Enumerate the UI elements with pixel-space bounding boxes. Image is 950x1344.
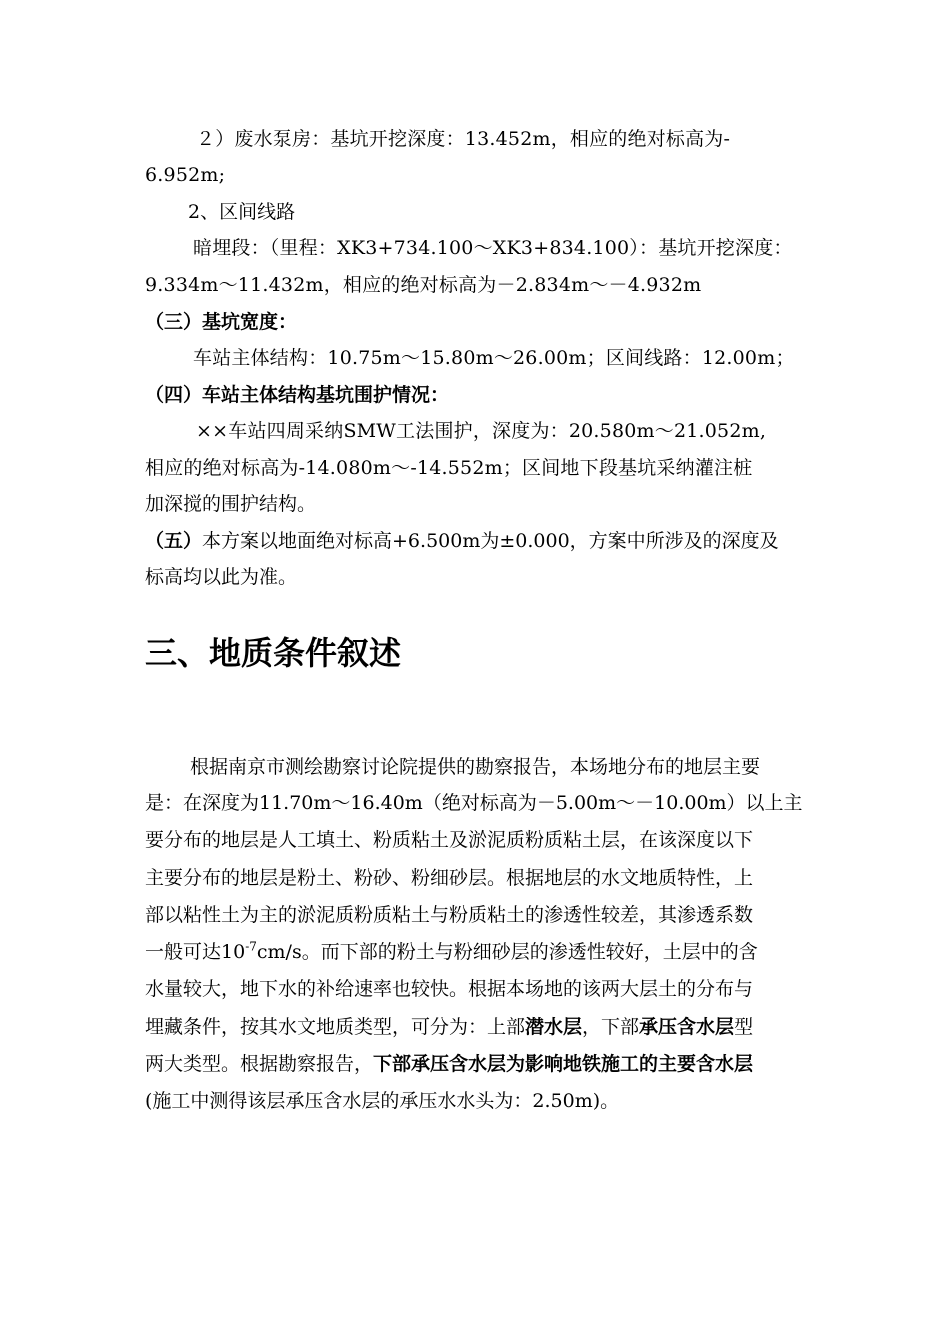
- enclosure-title: （四）车站主体结构基坑围护情况：: [145, 384, 450, 406]
- geology-line-1: 根据南京市测绘勘察讨论院提供的勘察报告，本场地分布的地层主要: [190, 756, 761, 778]
- pump-room-line-1: ２）废水泵房：基坑开挖深度：13.452m，相应的绝对标高为-: [196, 128, 731, 150]
- geology-line-9: [145, 1052, 753, 1076]
- geology-line-8-part-c: ，下部: [582, 1016, 640, 1038]
- key-aquifer-statement: 下部承压含水层为影响地铁施工的主要含水层: [373, 1053, 754, 1075]
- interval-line-title: 2、区间线路: [188, 201, 296, 223]
- datum-prefix: （五）: [145, 530, 203, 552]
- datum-text: 本方案以地面绝对标高+6.500m为±0.000，方案中所涉及的深度及: [202, 530, 779, 552]
- exponent: -7: [245, 939, 257, 954]
- datum-line-1: [145, 529, 779, 553]
- geology-line-6-part-b: cm/s。而下部的粉土与粉细砂层的渗透性较好，土层中的含: [256, 941, 758, 963]
- datum-line-2: 标高均以此为准。: [145, 566, 298, 588]
- pit-width-content: 车站主体结构：10.75m～15.80m～26.00m；区间线路：12.00m；: [193, 347, 795, 369]
- buried-section-line-2: 9.334m～11.432m，相应的绝对标高为－2.834m～－4.932m: [145, 274, 702, 296]
- geology-line-3: 要分布的地层是人工填土、粉质粘土及淤泥质粉质粘土层，在该深度以下: [145, 829, 754, 851]
- geology-line-8-part-a: 埋藏条件，按其水文地质类型，可分为：上部: [145, 1016, 526, 1038]
- geology-heading: 三、地质条件叙述: [145, 634, 402, 672]
- phreatic-layer-term: 潜水层: [525, 1016, 583, 1038]
- enclosure-line-1: ××车站四周采纳SMW工法围护，深度为：20.580m～21.052m,: [196, 420, 767, 442]
- geology-line-8: [145, 1015, 753, 1039]
- confined-aquifer-term: 承压含水层: [639, 1016, 735, 1038]
- pump-room-line-2: 6.952m;: [145, 164, 226, 186]
- geology-line-9-part-a: 两大类型。根据勘察报告，: [145, 1053, 374, 1075]
- geology-line-6: [145, 940, 758, 964]
- geology-line-7: 水量较大，地下水的补给速率也较快。根据本场地的该两大层土的分布与: [145, 978, 754, 1000]
- geology-line-5: 部以粘性土为主的淤泥质粉质粘土与粉质粘土的渗透性较差，其渗透系数: [145, 904, 754, 926]
- geology-line-8-part-e: 型: [734, 1016, 754, 1038]
- enclosure-line-3: 加深搅的围护结构。: [145, 493, 317, 515]
- buried-section-line-1: 暗埋段：（里程：XK3+734.100～XK3+834.100）：基坑开挖深度：: [193, 237, 793, 259]
- geology-line-6-part-a: 一般可达10: [145, 941, 246, 963]
- geology-line-10: (施工中测得该层承压含水层的承压水水头为：2.50m)。: [145, 1090, 620, 1112]
- pit-width-title: （三）基坑宽度：: [145, 311, 298, 333]
- geology-line-4: 主要分布的地层是粉土、粉砂、粉细砂层。根据地层的水文地质特性，上: [145, 867, 754, 889]
- enclosure-line-2: 相应的绝对标高为-14.080m～-14.552m；区间地下段基坑采纳灌注桩: [145, 457, 753, 479]
- geology-line-2: 是：在深度为11.70m～16.40m（绝对标高为－5.00m～－10.00m）以上主: [145, 792, 803, 814]
